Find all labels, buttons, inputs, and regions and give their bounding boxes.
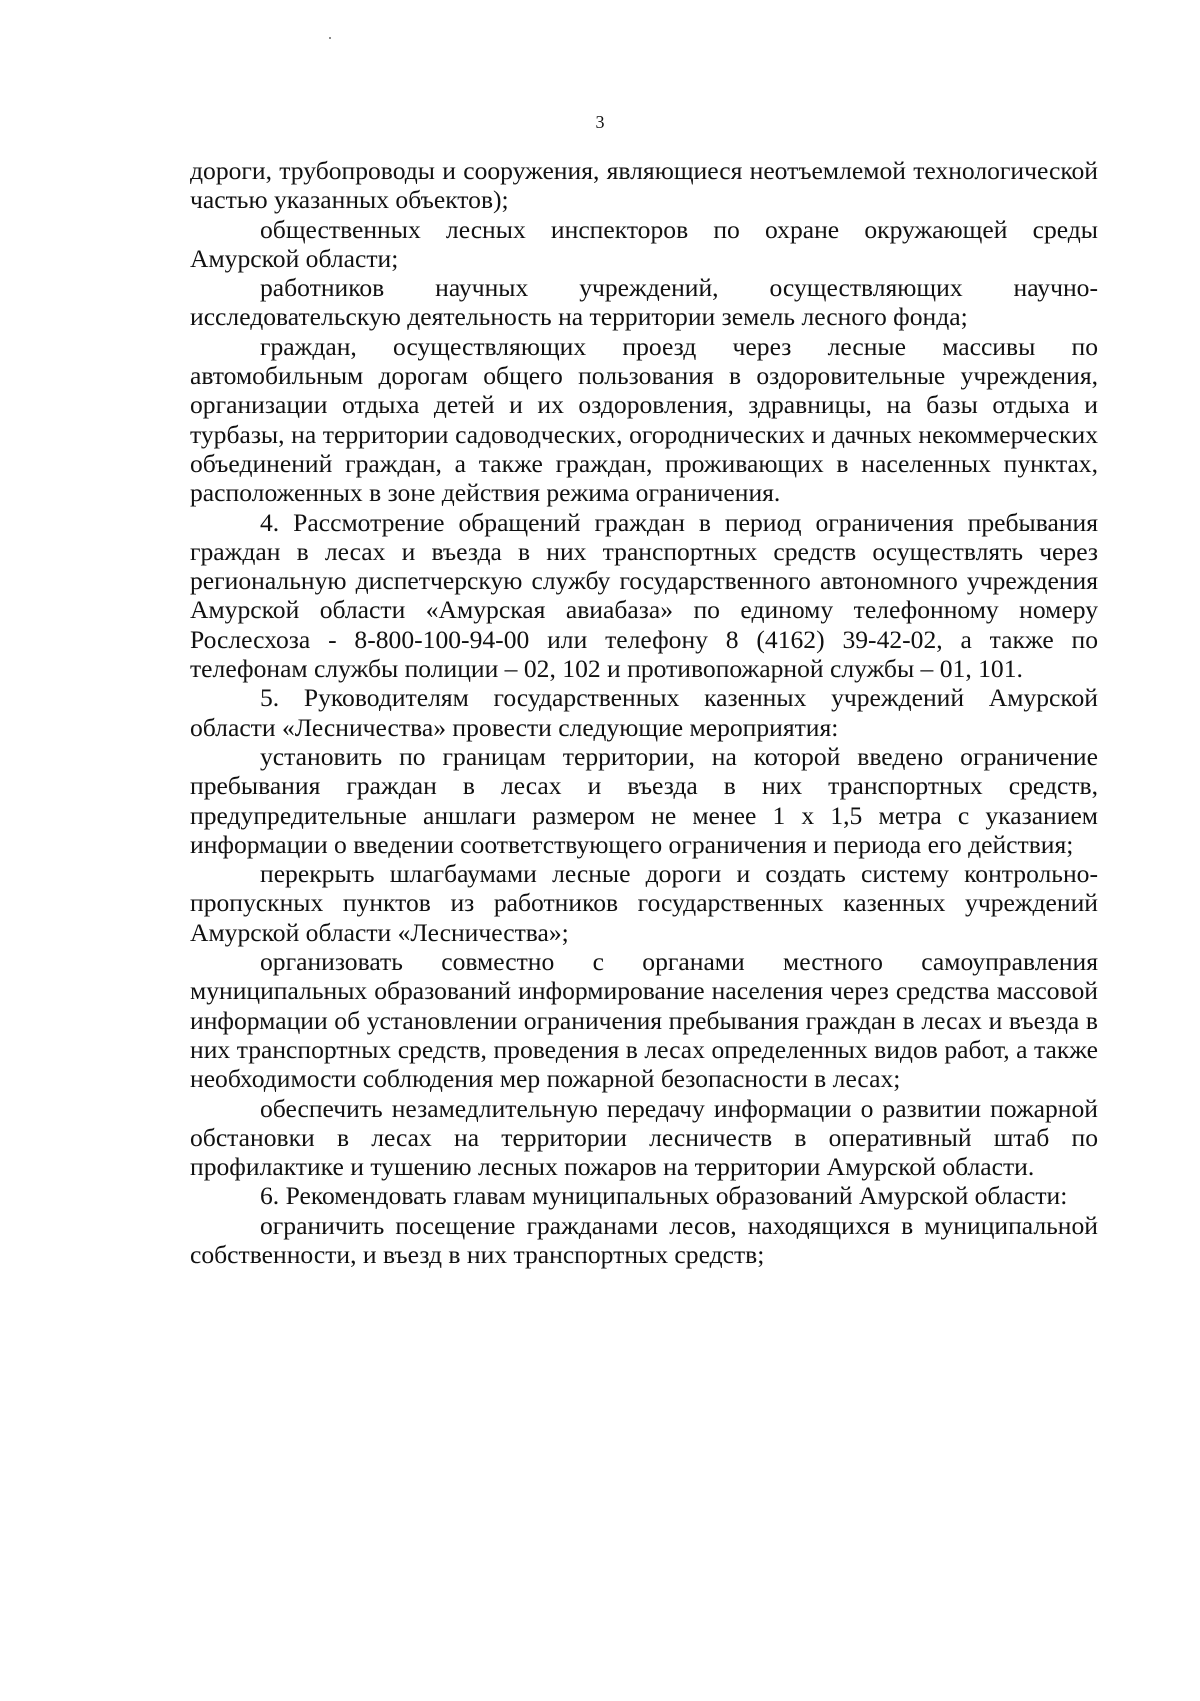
page-number: 3 xyxy=(595,112,605,132)
paragraph-roads-continuation: дороги, трубопроводы и сооружения, являющиеся неотъемлемой технологической частью указанных объектов); xyxy=(190,156,1098,215)
paragraph-item-4-appeals: 4. Рассмотрение обращений граждан в период ограничения пребывания граждан в лесах и въезда в них транспортных средств осуществлять через региональную диспетчерскую службу государственного автономного учреждения Амурской области «Амурская авиабаза» по единому телефонному номеру Рослесхоза - 8-800-100-94-00 или телефону 8 (4162) 39-42-02, а также по телефонам службы полиции – 02, 102 и противопожарной службы – 01, 101. xyxy=(190,507,1098,684)
paragraph-fire-reporting: обеспечить незамедлительную передачу информации о развитии пожарной обстановки в лесах на территории лесничеств в оперативный штаб по профилактике и тушению лесных пожаров на территории Амурской области. xyxy=(190,1093,1098,1182)
document-body xyxy=(190,156,1098,1269)
paragraph-barriers-checkpoints: перекрыть шлагбаумами лесные дороги и создать систему контрольно-пропускных пунктов из работников государственных казенных учреждений Амурской области «Лесничества»; xyxy=(190,859,1098,947)
paragraph-forest-inspectors: общественных лесных инспекторов по охране окружающей среды Амурской области; xyxy=(190,214,1098,273)
paragraph-install-signs: установить по границам территории, на которой введено ограничение пребывания граждан в лесах и въезда в них транспортных средств, предупредительные аншлаги размером не менее 1 х 1,5 метра с указанием информации о введении соответствующего ограничения и периода его действия; xyxy=(190,741,1098,859)
paragraph-restrict-municipal-forests: ограничить посещение гражданами лесов, находящихся в муниципальной собственности, и въезд в них транспортных средств; xyxy=(190,1210,1098,1269)
paragraph-item-5-forestries: 5. Руководителям государственных казенных учреждений Амурской области «Лесничества» провести следующие мероприятия: xyxy=(190,683,1098,742)
paragraph-item-6-recommend: 6. Рекомендовать главам муниципальных образований Амурской области: xyxy=(260,1181,1068,1211)
paragraph-research-workers: работников научных учреждений, осуществляющих научно-исследовательскую деятельность на территории земель лесного фонда; xyxy=(190,273,1098,332)
paragraph-citizens-passing: граждан, осуществляющих проезд через лесные массивы по автомобильным дорогам общего пользования в оздоровительные учреждения, организации отдыха детей и их оздоровления, здравницы, на базы отдыха и турбазы, на территории садоводческих, огороднических и дачных некоммерческих объединений граждан, а также граждан, проживающих в населенных пунктах, расположенных в зоне действия режима ограничения. xyxy=(190,331,1098,508)
paragraph-inform-population: организовать совместно с органами местного самоуправления муниципальных образований информирование населения через средства массовой информации об установлении ограничения пребывания граждан в лесах и въезда в них транспортных средств, проведения в лесах определенных видов работ, а также необходимости соблюдения мер пожарной безопасности в лесах; xyxy=(190,947,1098,1094)
scan-speck xyxy=(329,37,331,39)
